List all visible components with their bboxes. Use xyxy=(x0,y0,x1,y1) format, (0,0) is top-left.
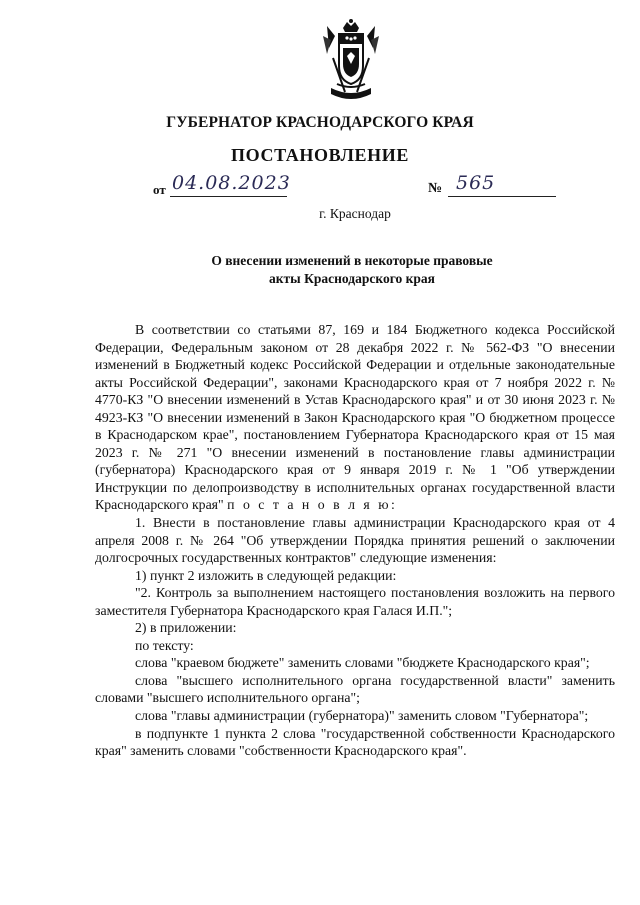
preamble-paragraph xyxy=(95,321,615,514)
subitem-1-paragraph: 1) пункт 2 изложить в следующей редакции: xyxy=(135,567,397,583)
subitem-2-paragraph: 2) в приложении: xyxy=(135,620,237,636)
number-underline xyxy=(448,196,556,197)
title-line-1: О внесении изменений в некоторые правовые xyxy=(211,253,493,268)
date-label: от xyxy=(153,182,166,197)
document-type-heading: ПОСТАНОВЛЕНИЕ xyxy=(231,145,409,165)
handwritten-date: 04.08.2023 xyxy=(172,172,291,194)
replacement-1-paragraph: слова "краевом бюджете" заменить словами "бюджете Краснодарского края"; xyxy=(135,655,590,671)
number-label: № xyxy=(428,181,443,196)
authority-heading: ГУБЕРНАТОР КРАСНОДАРСКОГО КРАЯ xyxy=(166,114,474,131)
replacement-2-paragraph: слова "высшего исполнительного органа государственной власти" заменить словами "высшего исполнительного органа"; xyxy=(95,672,615,706)
handwritten-number: 565 xyxy=(456,172,496,194)
document-body xyxy=(95,321,615,760)
decree-word: п о с т а н о в л я ю: xyxy=(227,497,398,513)
krasnodar-coat-of-arms-icon xyxy=(321,18,381,104)
preamble-text: В соответствии со статьями 87, 169 и 184 Бюджетного кодекса Российской Федерации, Федеральным законом от 28 декабря 2022 г. № 562-ФЗ "О внесении изменений в Бюджетный кодекс Российской Федерации и отдельные законодательные акты Российской Федерации", законами Краснодарского края от 7 ноября 2022 г. № 4770-КЗ "О внесении изменений в Устав Краснодарского края" и от 30 июня 2023 г. № 4923-КЗ "О внесении изменений в Закон Краснодарского края "О бюджетном процессе в Краснодарском крае", постановлением Губернатора Краснодарского края от 15 мая 2023 г. № 271 "О внесении изменений в постановление главы администрации (губернатора) Краснодарского края от 9 января 2019 г. № 1 "Об утверждении Инструкции по делопроизводству в исполнительных органах государственной власти Краснодарского края" xyxy=(95,322,615,513)
replacement-4-paragraph: в подпункте 1 пункта 2 слова "государственной собственности Краснодарского края" заменить словами "собственности Краснодарского края". xyxy=(95,725,615,759)
quote-paragraph: "2. Контроль за выполнением настоящего постановления возложить на первого заместителя Губернатора Краснодарского края Галася И.П."; xyxy=(95,585,615,618)
date-underline xyxy=(170,196,287,197)
by-text-paragraph: по тексту: xyxy=(135,637,194,653)
document-title xyxy=(0,252,640,288)
title-line-2: акты Краснодарского края xyxy=(269,271,435,286)
city-line: г. Краснодар xyxy=(319,206,391,221)
replacement-3-paragraph: слова "главы администрации (губернатора)" заменить словом "Губернатора"; xyxy=(135,708,589,724)
item-1-paragraph: 1. Внести в постановление главы администрации Краснодарского края от 4 апреля 2008 г. № 264 "Об утверждении Порядка принятия решений о заключении долгосрочных государственных контрактов" следующие изменения: xyxy=(95,515,615,566)
